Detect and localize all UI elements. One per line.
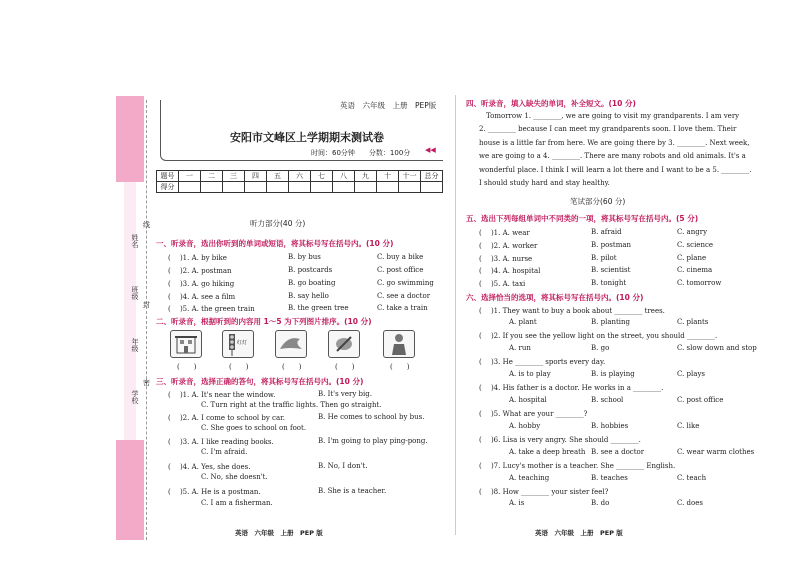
page-title: 安阳市文峰区上学期期末测试卷	[230, 131, 384, 144]
score-cell: 题号	[157, 171, 179, 182]
s5-item-c: C. tomorrow	[677, 279, 722, 287]
score-table-header-row	[157, 171, 443, 182]
score-input-cell[interactable]	[399, 182, 421, 193]
score-input-cell[interactable]	[355, 182, 377, 193]
s3-item-c: C. No, she doesn't.	[201, 473, 268, 481]
s6-option-c: C. teach	[677, 474, 707, 482]
s3-item-c: C. I'm afraid.	[201, 448, 248, 456]
score-cell: 四	[245, 171, 267, 182]
s6-option-b: B. teaches	[591, 474, 628, 482]
score-input-cell[interactable]	[311, 182, 333, 193]
s5-item-b: B. tonight	[591, 279, 627, 287]
s3-item-a[interactable]: ( )5. A. He is a postman.	[168, 488, 261, 496]
s1-item-c: C. take a train	[377, 304, 428, 312]
passage-line: I should study hard and stay healthy.	[479, 179, 610, 187]
section-4-title: 四、听录音，填入缺失的单词，补全短文。(10 分)	[466, 99, 636, 108]
decor-arrows-icon: ◀◀	[425, 146, 436, 154]
s6-option-a: A. take a deep breath	[509, 448, 586, 456]
s6-question[interactable]: ( )8. How ________ your sister feel?	[479, 488, 609, 496]
listening-title: 听力部分(40 分)	[250, 219, 306, 228]
passage-line: Tomorrow 1. ________, we are going to visit my grandparents. I am very	[479, 112, 740, 120]
score-cell: 三	[223, 171, 245, 182]
binding-dashed-line	[146, 100, 147, 540]
s3-item-b: B. She is a teacher.	[318, 487, 387, 495]
s6-option-a: A. plant	[509, 318, 537, 326]
s5-item-c: C. angry	[677, 228, 708, 236]
s6-question[interactable]: ( )6. Lisa is very angry. She should ________.	[479, 436, 641, 444]
s5-item-c: C. science	[677, 241, 714, 249]
score-cell: 六	[289, 171, 311, 182]
s6-option-c: C. post office	[677, 396, 724, 404]
s1-item-c: C. go swimming	[377, 279, 434, 287]
s5-item-b: B. scientist	[591, 266, 631, 274]
s1-item-a[interactable]: ( )2. A. postman	[168, 267, 232, 275]
s3-item-a[interactable]: ( )4. A. Yes, she does.	[168, 463, 251, 471]
seal-char-3: 密	[143, 379, 150, 387]
picture-bird-icon	[275, 330, 307, 358]
s5-item-a[interactable]: ( )1. A. wear	[479, 229, 530, 237]
score-input-cell[interactable]	[377, 182, 399, 193]
s6-option-b: B. planting	[591, 318, 631, 326]
section-1-title: 一、听录音，选出你听到的单词或短语，将其标号写在括号内。(10 分)	[156, 239, 394, 248]
picture-4-bracket[interactable]: ( )	[335, 363, 355, 371]
s3-item-a[interactable]: ( )3. A. I like reading books.	[168, 438, 274, 446]
s6-option-a: A. hobby	[509, 422, 541, 430]
picture-2-bracket[interactable]: ( )	[229, 363, 249, 371]
score-cell: 一	[179, 171, 201, 182]
picture-1-bracket[interactable]: ( )	[177, 363, 197, 371]
score-cell: 十	[377, 171, 399, 182]
s5-item-b: B. postman	[591, 241, 632, 249]
s1-item-b: B. the green tree	[288, 304, 349, 312]
s6-question[interactable]: ( )3. He ________ sports every day.	[479, 358, 606, 366]
s1-item-c: C. post office	[377, 266, 424, 274]
s5-item-c: C. cinema	[677, 266, 713, 274]
score-input-cell[interactable]	[245, 182, 267, 193]
s6-option-c: C. like	[677, 422, 700, 430]
s1-item-c: C. buy a bike	[377, 253, 424, 261]
picture-5-bracket[interactable]: ( )	[390, 363, 410, 371]
s3-item-b: B. He comes to school by bus.	[318, 413, 425, 421]
picture-building-icon	[170, 330, 202, 358]
seal-char-2: 封	[143, 301, 150, 309]
score-input-cell[interactable]	[223, 182, 245, 193]
footer-right: 英语 六年级 上册 PEP 版	[535, 529, 623, 537]
score-cell: 八	[333, 171, 355, 182]
score-table	[156, 170, 443, 193]
score-row-label: 得分	[157, 182, 179, 193]
score-input-cell[interactable]	[179, 182, 201, 193]
passage-line: house is a little far from here. We are going there by 3. ________. Next week,	[479, 139, 750, 147]
s1-item-a[interactable]: ( )3. A. go hiking	[168, 280, 235, 288]
s1-item-a[interactable]: ( )4. A. see a film	[168, 293, 236, 301]
s1-item-b: B. say hello	[288, 292, 329, 300]
footer-left: 英语 六年级 上册 PEP 版	[235, 529, 323, 537]
picture-traffic-light-icon	[222, 330, 254, 358]
picture-rocket-icon	[328, 330, 360, 358]
score-cell: 七	[311, 171, 333, 182]
s3-item-a[interactable]: ( )1. A. It's near the window.	[168, 391, 276, 399]
s3-item-b: B. It's very big.	[318, 390, 372, 398]
s6-option-a: A. is	[509, 499, 525, 507]
score-cell: 五	[267, 171, 289, 182]
score-cell: 总分	[421, 171, 443, 182]
score-cell: 十一	[399, 171, 421, 182]
section-3-title: 三、听录音，选择正确的答句，将其标号写在括号内。(10 分)	[156, 377, 364, 386]
page-divider	[455, 95, 456, 535]
s6-question[interactable]: ( )1. They want to buy a book about ________ trees.	[479, 307, 665, 315]
score-input-cell[interactable]	[201, 182, 223, 193]
score-cell: 九	[355, 171, 377, 182]
s6-option-c: C. plays	[677, 370, 705, 378]
s6-option-a: A. hospital	[509, 396, 547, 404]
score-table-score-row	[157, 182, 443, 193]
s1-item-b: B. by bus	[288, 253, 321, 261]
s1-item-c: C. see a doctor	[377, 292, 431, 300]
s3-item-c: C. She goes to school on foot.	[201, 424, 307, 432]
s6-option-c: C. does	[677, 499, 703, 507]
s5-item-c: C. plane	[677, 254, 707, 262]
seal-char-1: 线	[143, 221, 150, 229]
s3-item-c: C. I am a fisherman.	[201, 499, 273, 507]
s6-option-a: A. run	[509, 344, 531, 352]
s6-question[interactable]: ( )7. Lucy's mother is a teacher. She ________ English.	[479, 462, 676, 470]
passage-line: we are going to a 4. ________. There are many robots and old animals. It's a	[479, 152, 746, 160]
s6-option-c: C. slow down and stop	[677, 344, 757, 352]
s1-item-b: B. go boating	[288, 279, 336, 287]
s3-item-b: B. No, I don't.	[318, 462, 368, 470]
side-label-class: 班级	[131, 286, 139, 300]
written-title: 笔试部分(60 分)	[570, 197, 626, 206]
s6-option-b: B. see a doctor	[591, 448, 645, 456]
score-input-cell[interactable]	[333, 182, 355, 193]
s6-option-b: B. is playing	[591, 370, 635, 378]
time-score: 时间：60分钟 分数：100分	[311, 149, 411, 157]
s3-item-c: C. Turn right at the traffic lights. Then go straight.	[201, 401, 382, 409]
s1-item-a[interactable]: ( )1. A. by bike	[168, 254, 227, 262]
s6-option-c: C. plants	[677, 318, 709, 326]
s1-item-a[interactable]: ( )5. A. the green train	[168, 305, 255, 313]
score-input-cell[interactable]	[267, 182, 289, 193]
binding-strip-top	[116, 96, 144, 182]
s6-option-b: B. go	[591, 344, 610, 352]
s5-item-a[interactable]: ( )2. A. worker	[479, 242, 538, 250]
picture-3-bracket[interactable]: ( )	[282, 363, 302, 371]
s6-option-a: A. is to play	[509, 370, 551, 378]
s3-item-b: B. I'm going to play ping-pong.	[318, 437, 428, 445]
s6-question[interactable]: ( )4. His father is a doctor. He works in a ________.	[479, 384, 664, 392]
s3-item-a[interactable]: ( )2. A. I come to school by car.	[168, 414, 285, 422]
s6-question[interactable]: ( )2. If you see the yellow light on the street, you should ________.	[479, 332, 718, 340]
side-label-grade: 年级	[131, 338, 139, 352]
binding-strip-bottom	[116, 440, 144, 540]
passage-line: wonderful place. I think I will learn a lot there and I want to be a 5. ________.	[479, 166, 752, 174]
score-input-cell[interactable]	[289, 182, 311, 193]
s6-option-a: A. teaching	[509, 474, 550, 482]
picture-2-text: 红灯	[237, 340, 248, 346]
side-label-name: 姓名	[131, 234, 139, 248]
s5-item-b: B. afraid	[591, 228, 622, 236]
picture-person-icon	[383, 330, 415, 358]
section-6-title: 六、选择恰当的选项，将其标号写在括号内。(10 分)	[466, 293, 644, 302]
s6-question[interactable]: ( )5. What are your ________?	[479, 410, 588, 418]
section-2-title: 二、听录音，根据听到的内容用 1～5 为下列图片排序。(10 分)	[156, 317, 372, 326]
s5-item-a[interactable]: ( )3. A. nurse	[479, 255, 533, 263]
score-input-cell[interactable]	[421, 182, 443, 193]
side-label-school: 学校	[131, 390, 139, 404]
s1-item-b: B. postcards	[288, 266, 333, 274]
s6-option-b: B. do	[591, 499, 610, 507]
passage-line: 2. ________ because I can meet my grandparents soon. I love them. Their	[479, 125, 737, 133]
header-tag: 英语 六年级 上册 PEP版	[340, 101, 437, 110]
s6-option-c: C. wear warm clothes	[677, 448, 755, 456]
s6-option-b: B. school	[591, 396, 624, 404]
s5-item-b: B. pilot	[591, 254, 617, 262]
s5-item-a[interactable]: ( )4. A. hospital	[479, 267, 541, 275]
s6-option-b: B. hobbies	[591, 422, 629, 430]
section-5-title: 五、选出下列每组单词中不同类的一项，将其标号写在括号内。(5 分)	[466, 214, 699, 223]
score-cell: 二	[201, 171, 223, 182]
s5-item-a[interactable]: ( )5. A. taxi	[479, 280, 526, 288]
